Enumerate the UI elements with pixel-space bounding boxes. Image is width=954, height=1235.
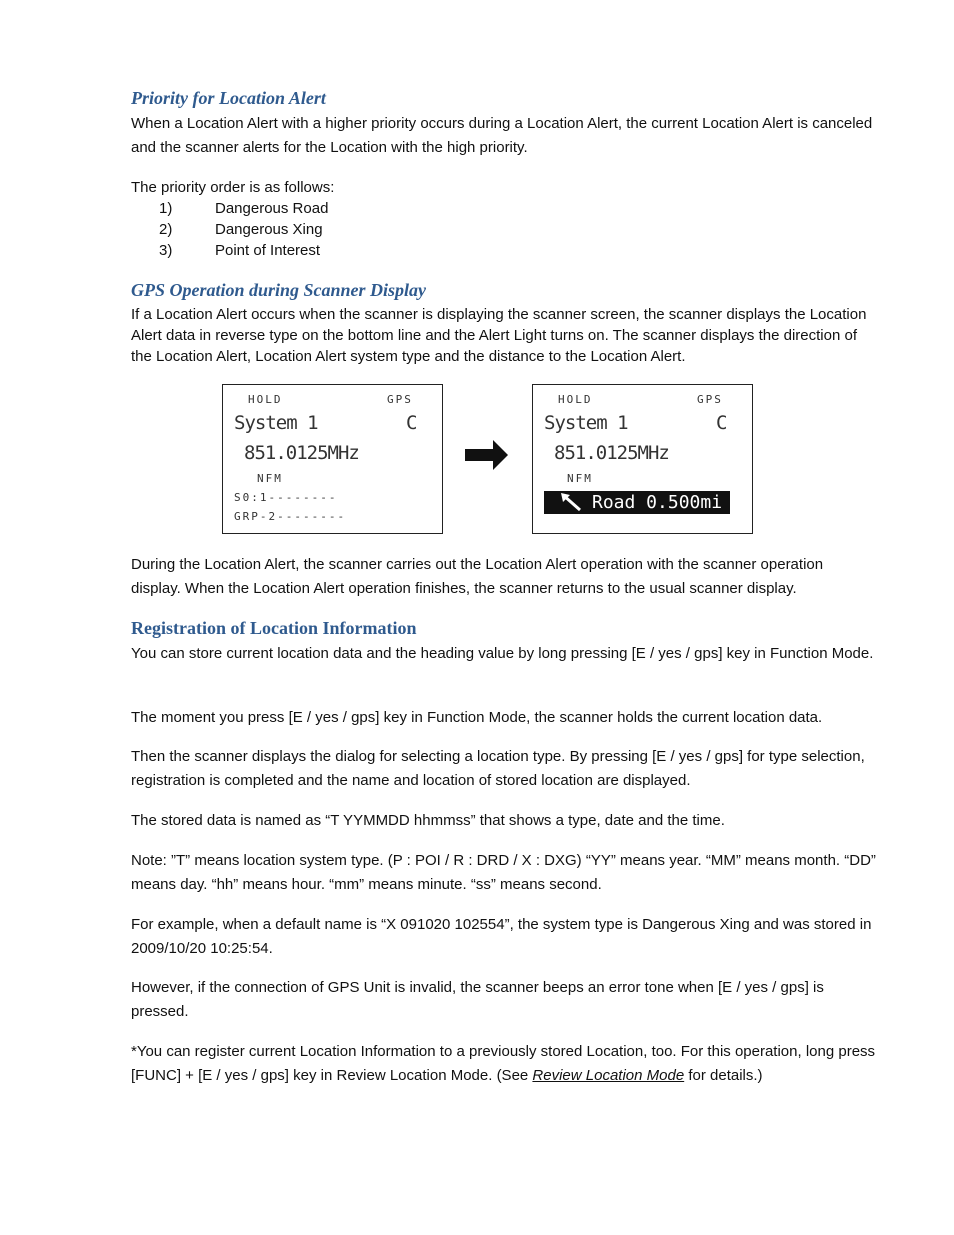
priority-list (159, 198, 328, 261)
registration-p1: You can store current location data and the heading value by long pressing [E / yes / gps] key in Function Mode. (131, 645, 874, 662)
gps-operation-paragraph: If a Location Alert occurs when the scanner is displaying the scanner screen, the scanner displays the Location Alert data in reverse type on the bottom line and the Alert Light turns on. The scanner displays the direction of the Location Alert, Location Alert system type and the distance to the Location Alert. (131, 306, 867, 365)
registration-p4: The stored data is named as “T YYMMDD hhmmss” that shows a type, date and the time. (131, 812, 725, 829)
priority-order-intro: The priority order is as follows: (131, 179, 335, 196)
lcd-alert-bar (544, 491, 730, 514)
lcd-frequency: 851.0125MHz (554, 442, 669, 464)
registration-p2: The moment you press [E / yes / gps] key in Function Mode, the scanner holds the current location data. (131, 709, 823, 726)
registration-footnote: *You can register current Location Information to a previously stored Location, too. For this operation, long press [FUNC] + [E / yes / gps] key in Review Location Mode. (See Review Location Mode for details.) (131, 1043, 876, 1084)
right-arrow-icon (465, 440, 509, 470)
heading-registration: Registration of Location Information (131, 618, 417, 638)
direction-arrow-icon (560, 493, 582, 512)
registration-note: Note: ”T” means location system type. (P : POI / R : DRD / X : DXG) “YY” means year. “MM” means month. “DD” means day. “hh” means hour. “mm” means minute. “ss” means second. (131, 852, 876, 893)
lcd-modulation: NFM (257, 472, 283, 485)
lcd-hold-label: HOLD (248, 393, 283, 406)
lcd-modulation: NFM (567, 472, 593, 485)
lcd-c-indicator: C (716, 412, 727, 434)
lcd-system-name: System 1 (544, 412, 628, 434)
registration-example: For example, when a default name is “X 091020 102554”, the system type is Dangerous Xing and was stored in 2009/10/20 10:25:54. (131, 916, 872, 957)
list-item: 1) Dangerous Road (159, 200, 329, 217)
review-location-mode-link[interactable]: Review Location Mode (532, 1067, 685, 1084)
lcd-gps-label: GPS (387, 393, 413, 406)
lcd-alert-text: Road 0.500mi (592, 492, 723, 513)
heading-priority: Priority for Location Alert (131, 88, 326, 108)
heading-gps-operation: GPS Operation during Scanner Display (131, 280, 427, 300)
registration-p3: Then the scanner displays the dialog for selecting a location type. By pressing [E / yes / gps] for type selection, registration is completed and the name and location of stored location are displayed. (131, 748, 865, 789)
lcd-alert-display (532, 384, 753, 534)
lcd-line-s0: S0:1-------- (234, 491, 338, 504)
lcd-c-indicator: C (406, 412, 417, 434)
list-item: 3) Point of Interest (159, 242, 321, 259)
lcd-line-grp: GRP-2-------- (234, 510, 347, 523)
priority-paragraph: When a Location Alert with a higher priority occurs during a Location Alert, the current Location Alert is canceled and the scanner alerts for the Location with the high priority. (131, 115, 873, 156)
location-alert-paragraph: During the Location Alert, the scanner carries out the Location Alert operation with the scanner operation display. When the Location Alert operation finishes, the scanner returns to the usual scanner display. (131, 556, 824, 597)
lcd-hold-label: HOLD (558, 393, 593, 406)
registration-error: However, if the connection of GPS Unit is invalid, the scanner beeps an error tone when [E / yes / gps] is pressed. (131, 979, 824, 1020)
lcd-system-name: System 1 (234, 412, 318, 434)
lcd-frequency: 851.0125MHz (244, 442, 359, 464)
lcd-gps-label: GPS (697, 393, 723, 406)
list-item: 2) Dangerous Xing (159, 221, 323, 238)
lcd-scanner-display (222, 384, 443, 534)
